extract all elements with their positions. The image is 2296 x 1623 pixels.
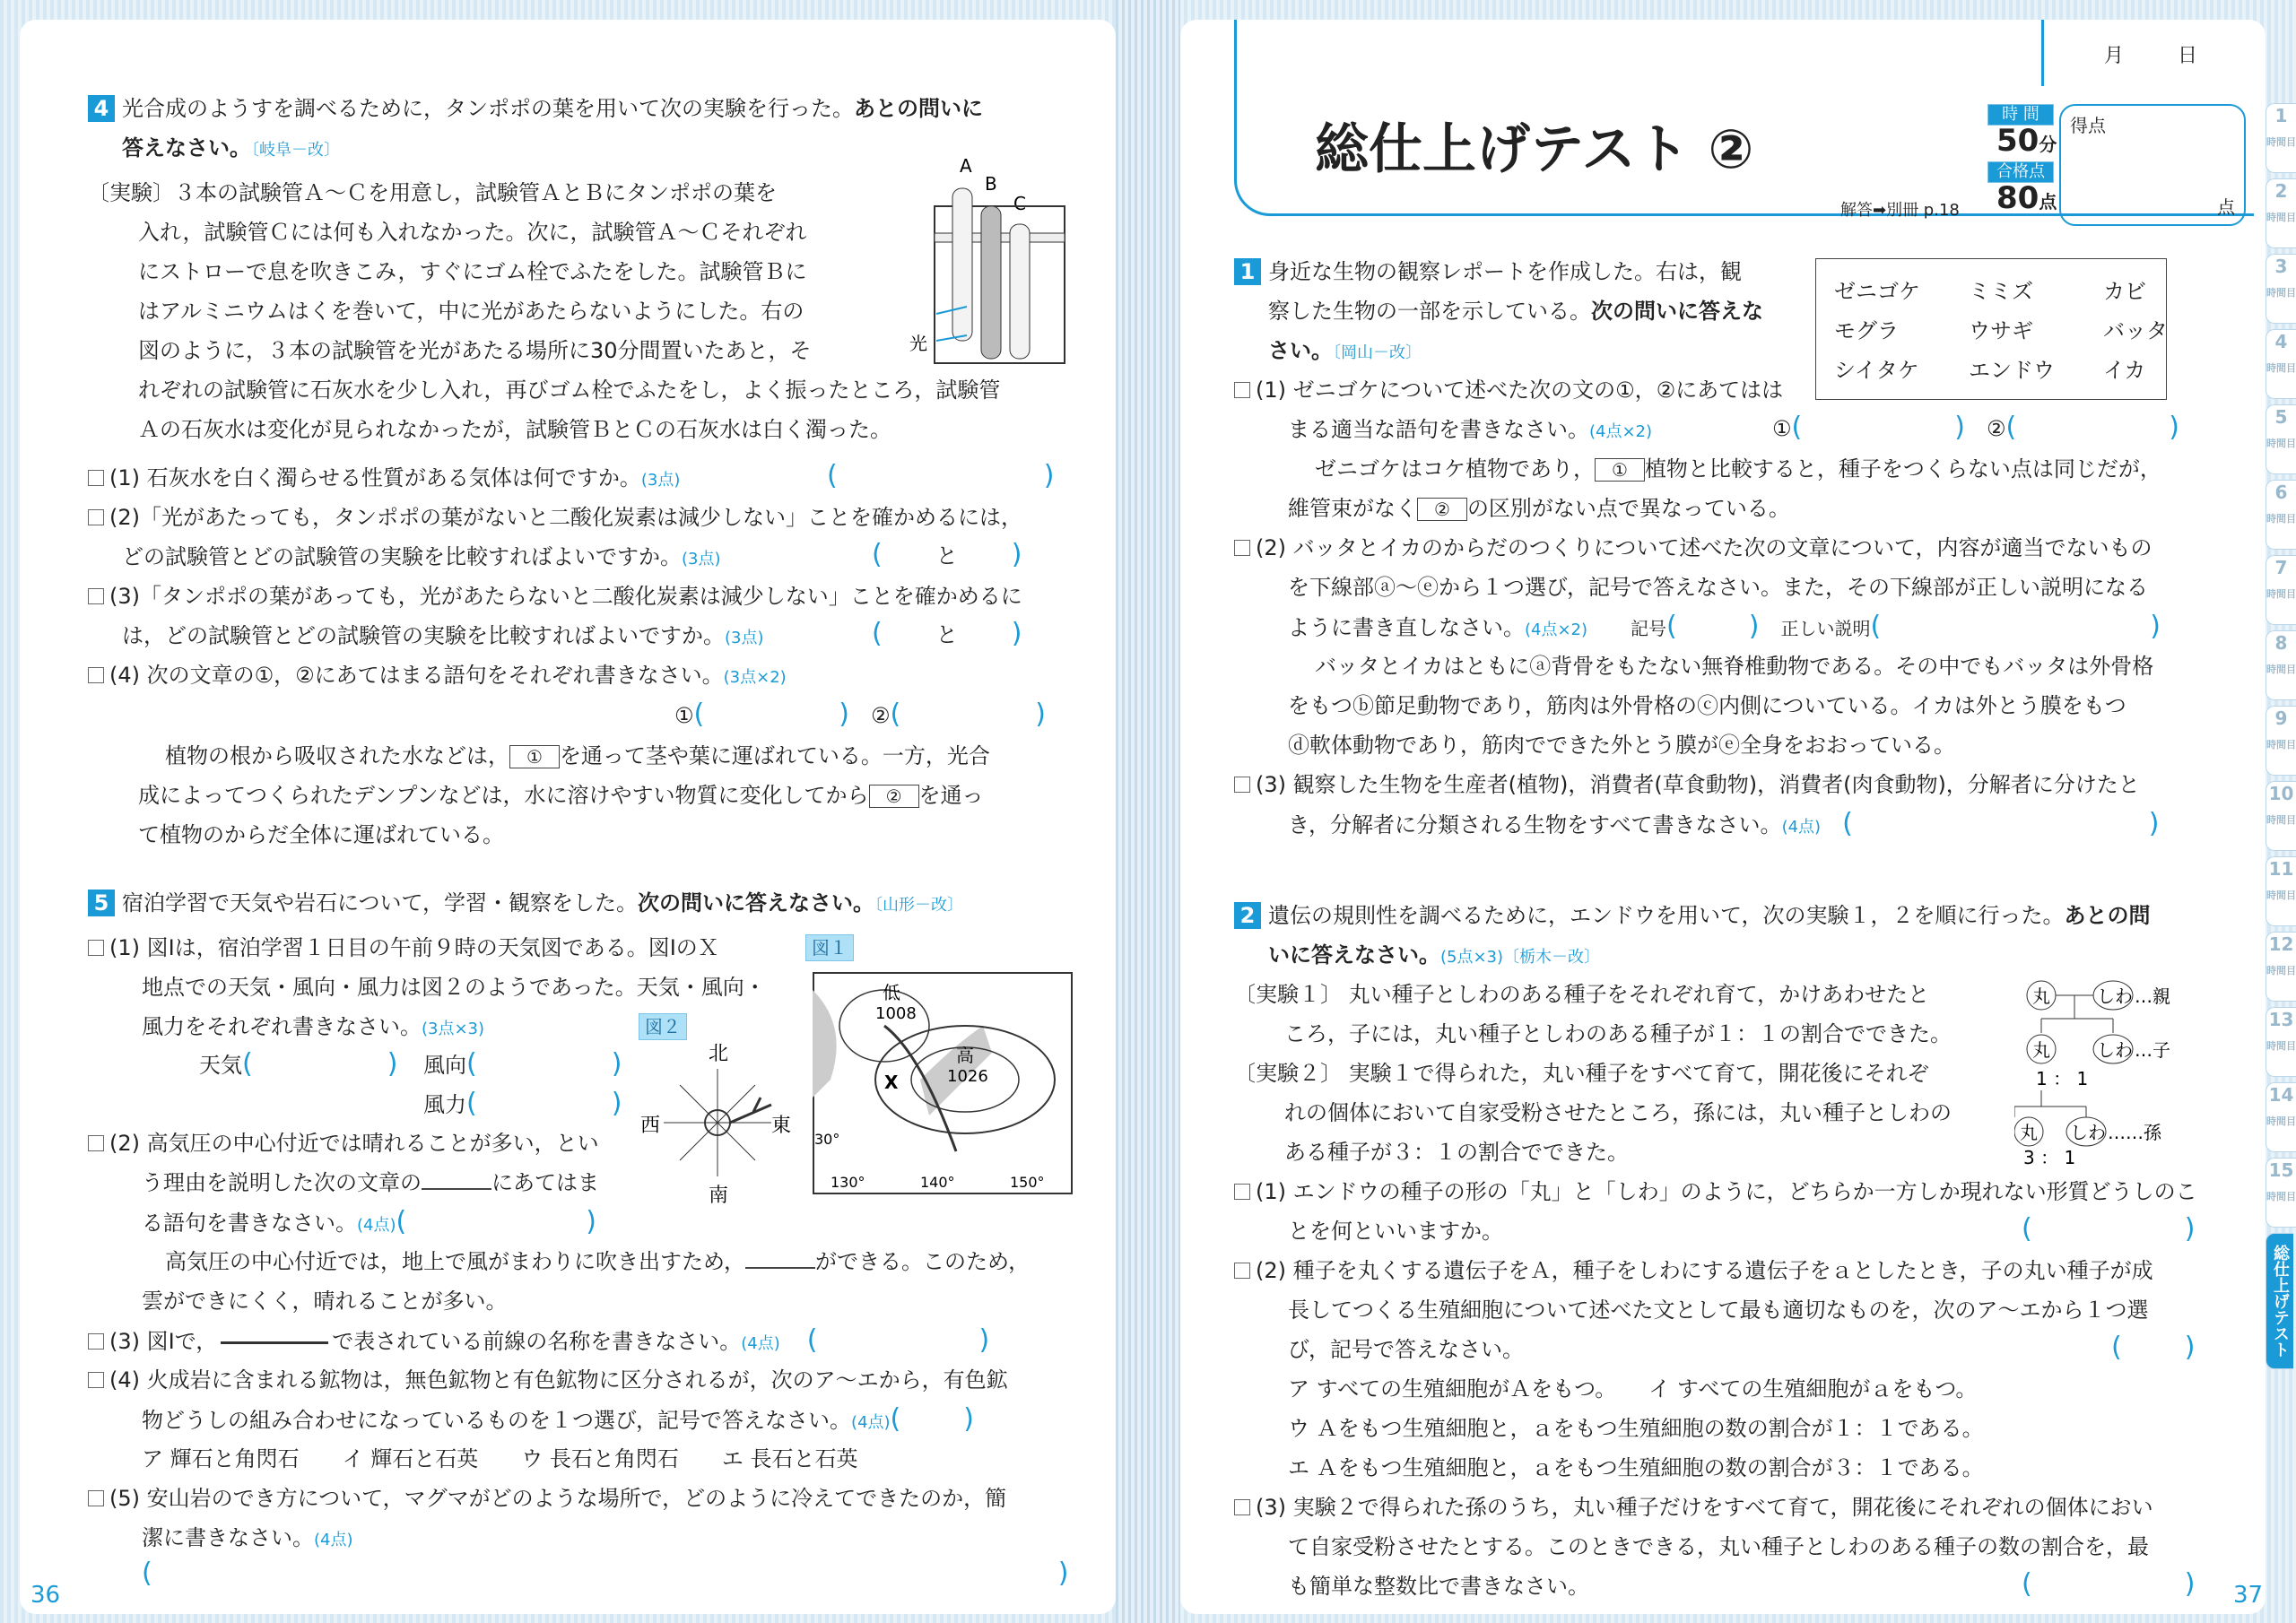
q2-p3c: も簡単な整数比で書きなさい。 [1288,1574,1589,1599]
q5-p5b: 潔に書きなさい。(4点) [142,1525,353,1550]
tab-10[interactable]: 10 時間目 [2266,781,2296,851]
tab-6[interactable]: 6 時間目 [2266,480,2296,550]
q5-text1: 高気圧の中心付近では，地上で風がまわりに吹き出すため， ができる。このため， [165,1249,1031,1274]
svg-text:丸: 丸 [2032,985,2050,1007]
svg-text:…親: …親 [2135,985,2170,1007]
svg-text:B: B [985,173,997,195]
answer-ref: 解答➡別冊 p.18 [1840,201,1960,220]
svg-text:丸: 丸 [2020,1122,2038,1143]
q2-c4: エ Ａをもつ生殖細胞と，ａをもつ生殖細胞の数の割合が３：１である。 [1288,1455,1984,1480]
tab-final-test[interactable]: 総仕上げテスト [2266,1233,2293,1369]
q4-p3a: (3)「タンポポの葉があっても，光があたらないと二酸化炭素は減少しない」ことを確かめるに [88,583,1022,610]
q1-p1b: まる適当な語句を書きなさい。(4点×2) [1288,417,1653,442]
tab-3[interactable]: 3 時間目 [2266,254,2296,324]
q5-text2: 雲ができにくく，晴れることが多い。 [142,1289,508,1314]
tab-2[interactable]: 2 時間目 [2266,178,2296,248]
svg-text:1008: 1008 [875,1004,917,1023]
tab-14[interactable]: 14 時間目 [2266,1082,2296,1152]
tab-12[interactable]: 12 時間目 [2266,932,2296,1002]
q4-p1-answer[interactable]: ( ) [827,460,1055,491]
q5-p4b: 物どうしの組み合わせになっているものを１つ選び，記号で答えなさい。(4点)( ) [142,1403,974,1435]
q1-u2: をもつⓑ節足動物であり，筋肉は外骨格のⓒ内側についている。イカは外とう膜をもつ [1288,693,2126,718]
pass-value: 80点 [1996,180,2057,216]
q4-exp-6: Ａの石灰水は変化が見られなかったが，試験管ＢとＣの石灰水は白く濁った。 [138,417,891,442]
q4-text1: 植物の根から吸収された水などは， ① を通って茎や葉に運ばれている。一方，光合 [165,743,990,768]
q4-exp-1: 入れ，試験管Ｃには何も入れなかった。次に，試験管Ａ～Ｃそれぞれ [138,220,807,245]
svg-text:130°: 130° [831,1174,865,1191]
svg-text:丸: 丸 [2032,1039,2050,1061]
svg-text:3 ： 1: 3 ： 1 [2023,1147,2076,1168]
q2-p2b: 長してつくる生殖細胞について述べた文として最も適切なものを，次のア～エから１つ選 [1288,1298,2149,1323]
q5-furyoku-answer[interactable]: 風力( ) [423,1088,622,1119]
q2-c3: ウ Ａをもつ生殖細胞と，ａをもつ生殖細胞の数の割合が１：１である。 [1288,1416,1984,1441]
q1-p2b: を下線部ⓐ～ⓔから１つ選び，記号で答えなさい。また，その下線部が正しい説明になる [1288,575,2149,600]
score-box[interactable]: 得点 点 [2059,104,2246,226]
svg-text:150°: 150° [1010,1174,1045,1191]
tab-13[interactable]: 13 時間目 [2266,1007,2296,1077]
q4-title: 4 光合成のようすを調べるために，タンポポの葉を用いて次の実験を行った。あとの問いに [88,95,983,122]
q2-c1: ア すべての生殖細胞がＡをもつ。 イ すべての生殖細胞がａをもつ。 [1288,1376,1978,1402]
q5-p4a: (4) 火成岩に含まれる鉱物は，無色鉱物と有色鉱物に区分されるが，次のア～エから，有色鉱 [88,1367,1008,1393]
q4-p3-answer[interactable]: ( と ) [872,618,1022,649]
q4-p4-answer[interactable]: ①( ) ②( ) [674,699,1046,730]
q4-exp-3: はアルミニウムはくを巻いて，中に光があたらないようにした。右の [138,299,804,324]
time-label: 時 間 [1987,104,2054,126]
organism-table: ゼニゴケ ミミズ カビ モグラ ウサギ バッタ シイタケ エンドウ イカ [1815,258,2167,400]
page-number-right: 37 [2233,1582,2264,1609]
svg-text:30°: 30° [814,1131,840,1148]
pass-label: 合格点 [1987,161,2054,183]
q4-p3b: は，どの試験管とどの試験管の実験を比較すればよいですか。(3点) [122,623,764,648]
test-tube-figure [881,152,1087,377]
svg-text:C: C [1013,193,1026,214]
q2-p3a: (3) 実験２で得られた孫のうち，丸い種子だけをすべて育て，開花後にそれぞれの個体におい [1234,1494,2153,1521]
right-page [1180,20,2266,1614]
page-title: 総仕上げテスト ② [1315,118,1754,181]
svg-text:高: 高 [956,1045,974,1066]
tab-4[interactable]: 4 時間目 [2266,329,2296,399]
q2-p3b: て自家受粉させたとする。このときできる，丸い種子としわのある種子の数の割合を，最 [1288,1534,2149,1559]
svg-text:X: X [884,1072,899,1093]
svg-text:140°: 140° [920,1174,955,1191]
q5-p2a: (2) 高気圧の中心付近では晴れることが多い，とい [88,1130,599,1157]
q1-t1: 1 身近な生物の観察レポートを作成した。右は，観 [1234,258,1742,285]
q1-p2c: ように書き直しなさい。(4点×2) 記号( ) 正しい説明( ) [1288,611,2161,642]
q1-p3a: (3) 観察した生物を生産者(植物)，消費者(草食動物)，消費者(肉食動物)，分解者に分けたと [1234,771,2140,798]
svg-text:光: 光 [909,333,927,354]
q4-p1: (1) 石灰水を白く濁らせる性質がある気体は何ですか。(3点) [88,464,680,494]
tab-11[interactable]: 11 時間目 [2266,856,2296,926]
q4-text2: 成によってつくられたデンプンなどは，水に溶けやすい物質に変化してから ② を通っ [138,783,984,808]
q5-p2c: る語句を書きなさい。(4点)( ) [142,1206,596,1237]
q2-p2a: (2) 種子を丸くする遺伝子をＡ，種子をしわにする遺伝子をａとしたとき，子の丸い種子が成 [1234,1257,2153,1284]
tab-1[interactable]: 1 時間目 [2266,103,2296,173]
q2-e2b: れの個体において自家受粉させたところ，孫には，丸い種子としわの [1284,1100,1952,1125]
q1-p1-answer[interactable]: ①( ) ②( ) [1772,412,2179,443]
q4-text3: て植物のからだ全体に運ばれている。 [138,822,504,847]
wind-diagram [637,1042,798,1203]
tab-8[interactable]: 8 時間目 [2266,630,2296,700]
page-number-left: 36 [30,1582,61,1609]
svg-text:…子: …子 [2135,1039,2170,1061]
q2-e2c: ある種子が３：１の割合でできた。 [1284,1140,1629,1165]
tab-5[interactable]: 5 時間目 [2266,404,2296,474]
gutter [1116,0,1180,1623]
q1-p1a: (1) ゼニゴケについて述べた次の文の①，②にあてはは [1234,377,1783,404]
svg-text:低: 低 [883,982,900,1003]
q5-p2b: う理由を説明した次の文章の にあてはま [142,1170,599,1195]
q4-exp-4: 図のように，３本の試験管を光があたる場所に30分間置いたあと，そ [138,338,812,363]
fig2-tag: 図２ [639,1013,687,1040]
fig1-tag: 図１ [805,934,854,961]
tab-9[interactable]: 9 時間目 [2266,706,2296,776]
q1-p3b: き，分解者に分類される生物をすべて書きなさい。(4点) ( ) [1288,808,2160,839]
q5-p5-answer[interactable]: ( ) [142,1558,1069,1589]
svg-text:1026: 1026 [947,1067,988,1086]
weather-map [813,972,1073,1194]
q5-p3: (3) 図Ⅰで， で表されている前線の名称を書きなさい。(4点) ( ) [88,1327,989,1358]
q5-tenki-answer[interactable]: 天気( ) [199,1048,398,1080]
q2-t2: いに答えなさい。(5点×3)〔栃木－改〕 [1268,942,1601,968]
svg-text:A: A [960,155,972,177]
q4-p2b: どの試験管とどの試験管の実験を比較すればよいですか。(3点) [122,544,721,569]
q1-t3: さい。〔岡山－改〕 [1268,338,1422,363]
q5-p1a: (1) 図Ⅰは，宿泊学習１日目の午前９時の天気図である。図ⅠのＸ [88,934,719,961]
q2-e2a: 〔実験２〕 実験１で得られた，丸い種子をすべて育て，開花後にそれぞ [1234,1061,1929,1086]
svg-text:……孫: ……孫 [2108,1122,2161,1143]
q4-title2: 答えなさい。〔岐阜－改〕 [122,135,340,161]
q5-choices: ア 輝石と角閃石 イ 輝石と石英 ウ 長石と角閃石 エ 長石と石英 [142,1446,858,1471]
date: 月 日 [2104,45,2198,67]
svg-text:南: 南 [709,1185,729,1203]
genetics-diagram [2014,974,2230,1171]
svg-text:しわ: しわ [2070,1122,2106,1143]
q1-s1: ゼニゴケはコケ植物であり， ① 植物と比較すると，種子をつくらない点は同じだが， [1315,456,2161,482]
q4-p4: (4) 次の文章の①，②にあてはまる語句をそれぞれ書きなさい。(3点×2) [88,662,787,691]
svg-text:東: 東 [771,1115,792,1137]
left-page [20,20,1116,1614]
q4-p2-answer[interactable]: ( と ) [872,539,1022,570]
q2-p1a: (1) エンドウの種子の形の「丸」と「しわ」のように，どちらか一方しか現れない形質どうしのこ [1234,1178,2197,1205]
q1-s2: 維管束がなく ② の区別がない点で異なっている。 [1288,496,1790,521]
q2-e1a: 〔実験１〕 丸い種子としわのある種子をそれぞれ育て，かけあわせたと [1234,982,1930,1007]
q5-p1b: 地点での天気・風向・風力は図２のようであった。天気・風向・ [142,975,766,1000]
q2-p1b: とを何といいますか。 [1288,1219,1503,1244]
q1-u1: バッタとイカはともにⓐ背骨をもたない無脊椎動物である。その中でもバッタは外骨格 [1315,654,2154,679]
svg-text:西: 西 [640,1115,661,1137]
q1-p2a: (2) バッタとイカのからだのつくりについて述べた次の文章について，内容が適当でないもの [1234,534,2152,561]
tab-7[interactable]: 7 時間目 [2266,555,2296,625]
q4-exp-0: 〔実験〕３本の試験管Ａ～Ｃを用意し，試験管ＡとＢにタンポポの葉を [88,180,777,205]
q2-t1: 2 遺伝の規則性を調べるために，エンドウを用いて，次の実験１，２を順に行った。あとの問 [1234,902,2151,929]
q4-p2a: (2)「光があたっても，タンポポの葉がないと二酸化炭素は減少しない」ことを確かめるには， [88,504,1022,531]
svg-text:しわ: しわ [2097,1039,2133,1061]
q2-p3-answer[interactable]: ( ) [2022,1568,2196,1600]
q2-p2c: び，記号で答えなさい。 [1288,1337,1525,1362]
q4-exp-2: にストローで息を吹きこみ，すぐにゴム栓でふたをした。試験管Ｂに [138,259,807,284]
q2-e1b: ころ，子には，丸い種子としわのある種子が１：１の割合でできた。 [1284,1021,1952,1046]
svg-text:北: 北 [709,1043,729,1065]
chapter-tabs [2266,103,2296,1375]
q5-p5a: (5) 安山岩のでき方について，マグマがどのような場所で，どのように冷えてできたのか，簡 [88,1485,1006,1512]
q1-u3: ⓓ軟体動物であり，筋肉でできた外とう膜がⓔ全身をおおっている。 [1288,733,1955,758]
time-value: 50分 [1996,123,2057,159]
q5-fuko-answer[interactable]: 風向( ) [423,1048,622,1080]
q5-title: 5 宿泊学習で天気や岩石について，学習・観察をした。次の問いに答えなさい。〔山形－改〕 [88,890,963,919]
q2-p1-answer[interactable]: ( ) [2022,1213,2196,1245]
q2-p2-answer[interactable]: ( ) [2111,1332,2196,1363]
q4-exp-5: れぞれの試験管に石灰水を少し入れ，再びゴム栓でふたをし，よく振ったところ，試験管 [138,378,1001,403]
q5-p1c: 風力をそれぞれ書きなさい。(3点×3) [142,1014,485,1039]
q1-t2: 察した生物の一部を示している。次の問いに答えな [1268,299,1763,324]
svg-text:1 ： 1: 1 ： 1 [2036,1068,2089,1089]
tab-15[interactable]: 15 時間目 [2266,1158,2296,1228]
svg-text:しわ: しわ [2097,985,2133,1007]
